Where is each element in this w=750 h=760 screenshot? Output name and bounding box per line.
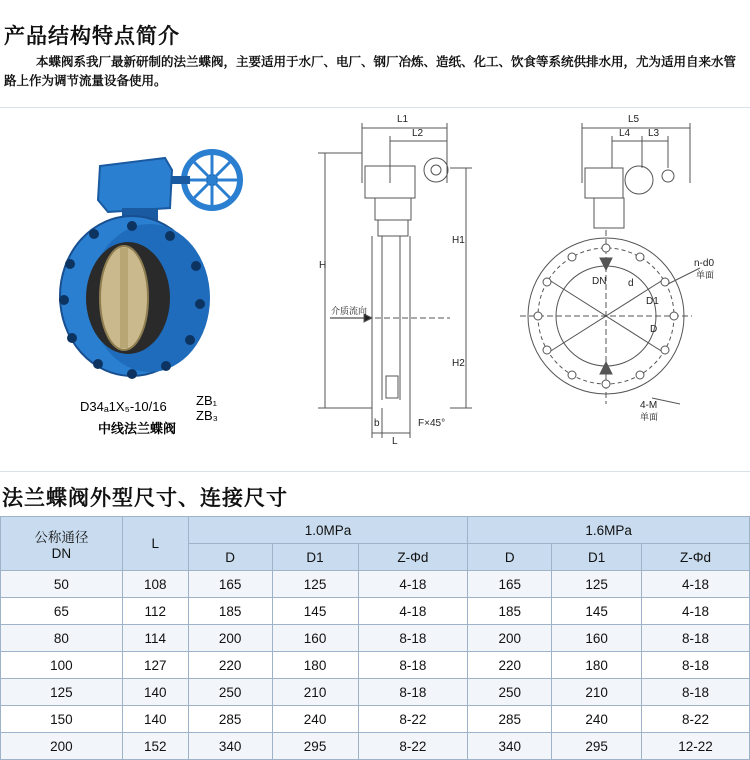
dim-DN: DN [592,276,607,287]
label-single-side-2: 单面 [640,412,659,422]
table-cell: 140 [122,679,188,706]
table-cell: 160 [552,625,642,652]
table-cell: 250 [188,679,272,706]
header-1-0mpa: 1.0MPa [188,517,468,544]
dim-D1: D1 [646,296,659,307]
subheader-z-phid: Z-Φd [358,544,468,571]
table-cell: 125 [1,679,123,706]
table-cell: 145 [272,598,358,625]
table-cell: 8-22 [358,706,468,733]
section-title-dimensions: 法兰蝶阀外型尺寸、连接尺寸 [2,486,288,510]
label-single-side-1: 单面 [696,270,715,280]
table-cell: 8-22 [358,733,468,760]
table-cell: 150 [1,706,123,733]
valve-photo [59,152,240,379]
table-cell: 8-18 [358,625,468,652]
table-cell: 8-22 [642,706,750,733]
table-cell: 210 [272,679,358,706]
table-cell: 8-18 [358,679,468,706]
table-cell: 4-18 [642,598,750,625]
table-cell: 12-22 [642,733,750,760]
dim-L: L [392,436,398,447]
table-cell: 180 [552,652,642,679]
subheader-d: D [188,544,272,571]
table-cell: 220 [188,652,272,679]
table-cell: 165 [468,571,552,598]
table-cell: 295 [552,733,642,760]
table-cell: 108 [122,571,188,598]
model-suffix-zb3: ZB₃ [196,408,218,423]
dim-L3: L3 [648,128,660,139]
table-cell: 340 [468,733,552,760]
table-cell: 160 [272,625,358,652]
table-cell: 200 [468,625,552,652]
dim-L5: L5 [628,114,640,125]
table-row [1,652,750,679]
table-cell: 240 [552,706,642,733]
side-view-drawing [318,123,472,438]
header-dn-label: 公称通径 [34,530,89,545]
product-description: 本蝶阀系我厂最新研制的法兰蝶阀，主要适用于水厂、电厂、钢厂冶炼、造纸、化工、饮食等系统供排水用，尤为适用自来水管路上作为调节流量设备使用。 [4,54,737,88]
section-title-structure: 产品结构特点简介 [4,24,180,48]
table-cell: 100 [1,652,123,679]
dim-D: D [650,324,658,335]
header-L: L [122,517,188,571]
dim-b: b [374,418,380,429]
header-dn-cell [1,517,123,571]
table-row [1,679,750,706]
table-row [1,706,750,733]
table-cell: 125 [552,571,642,598]
table-cell: 295 [272,733,358,760]
table-row [1,598,750,625]
table-cell: 340 [188,733,272,760]
table-cell: 285 [188,706,272,733]
table-row [1,733,750,760]
subheader-d1: D1 [272,544,358,571]
dim-H2: H2 [452,358,465,369]
dim-H: H [319,260,327,271]
table-cell: 112 [122,598,188,625]
table-cell: 65 [1,598,123,625]
table-cell: 200 [1,733,123,760]
table-row [1,571,750,598]
table-cell: 127 [122,652,188,679]
table-cell: 8-18 [642,679,750,706]
table-cell: 140 [122,706,188,733]
table-cell: 145 [552,598,642,625]
table-cell: 50 [1,571,123,598]
dim-H1: H1 [452,235,465,246]
subheader-d: D [468,544,552,571]
header-dn-code: DN [51,546,72,561]
dim-L4: L4 [619,128,631,139]
model-suffix-zb1: ZB₁ [196,393,217,408]
table-cell: 4-18 [358,598,468,625]
table-cell: 80 [1,625,123,652]
table-cell: 8-18 [642,652,750,679]
table-cell: 125 [272,571,358,598]
dim-L1: L1 [397,114,409,125]
label-n-d0: n-d0 [694,258,715,269]
flow-direction-label: 介质流向 [331,306,368,316]
model-label: D34ₐ1X₅-10/16 [80,399,167,414]
dim-L2: L2 [412,128,424,139]
table-cell: 250 [468,679,552,706]
dim-d: d [628,278,634,289]
table-cell: 4-18 [358,571,468,598]
table-cell: 240 [272,706,358,733]
label-4-M: 4-M [640,400,658,411]
table-cell: 8-18 [642,625,750,652]
subheader-z-phid: Z-Φd [642,544,750,571]
valve-drawings [0,108,750,471]
subheader-d1: D1 [552,544,642,571]
table-cell: 165 [188,571,272,598]
table-cell: 220 [468,652,552,679]
table-cell: 185 [188,598,272,625]
table-cell: 200 [188,625,272,652]
table-cell: 152 [122,733,188,760]
table-cell: 210 [552,679,642,706]
table-cell: 285 [468,706,552,733]
table-cell: 180 [272,652,358,679]
table-cell: 114 [122,625,188,652]
figure-panel [0,107,750,472]
product-name: 中线法兰蝶阀 [98,422,177,437]
table-cell: 4-18 [642,571,750,598]
header-1-6mpa: 1.6MPa [468,517,750,544]
table-row [1,625,750,652]
dimension-table [0,516,750,760]
table-cell: 185 [468,598,552,625]
dim-F45: F×45° [418,418,446,429]
front-view-drawing [520,123,700,404]
table-cell: 8-18 [358,652,468,679]
